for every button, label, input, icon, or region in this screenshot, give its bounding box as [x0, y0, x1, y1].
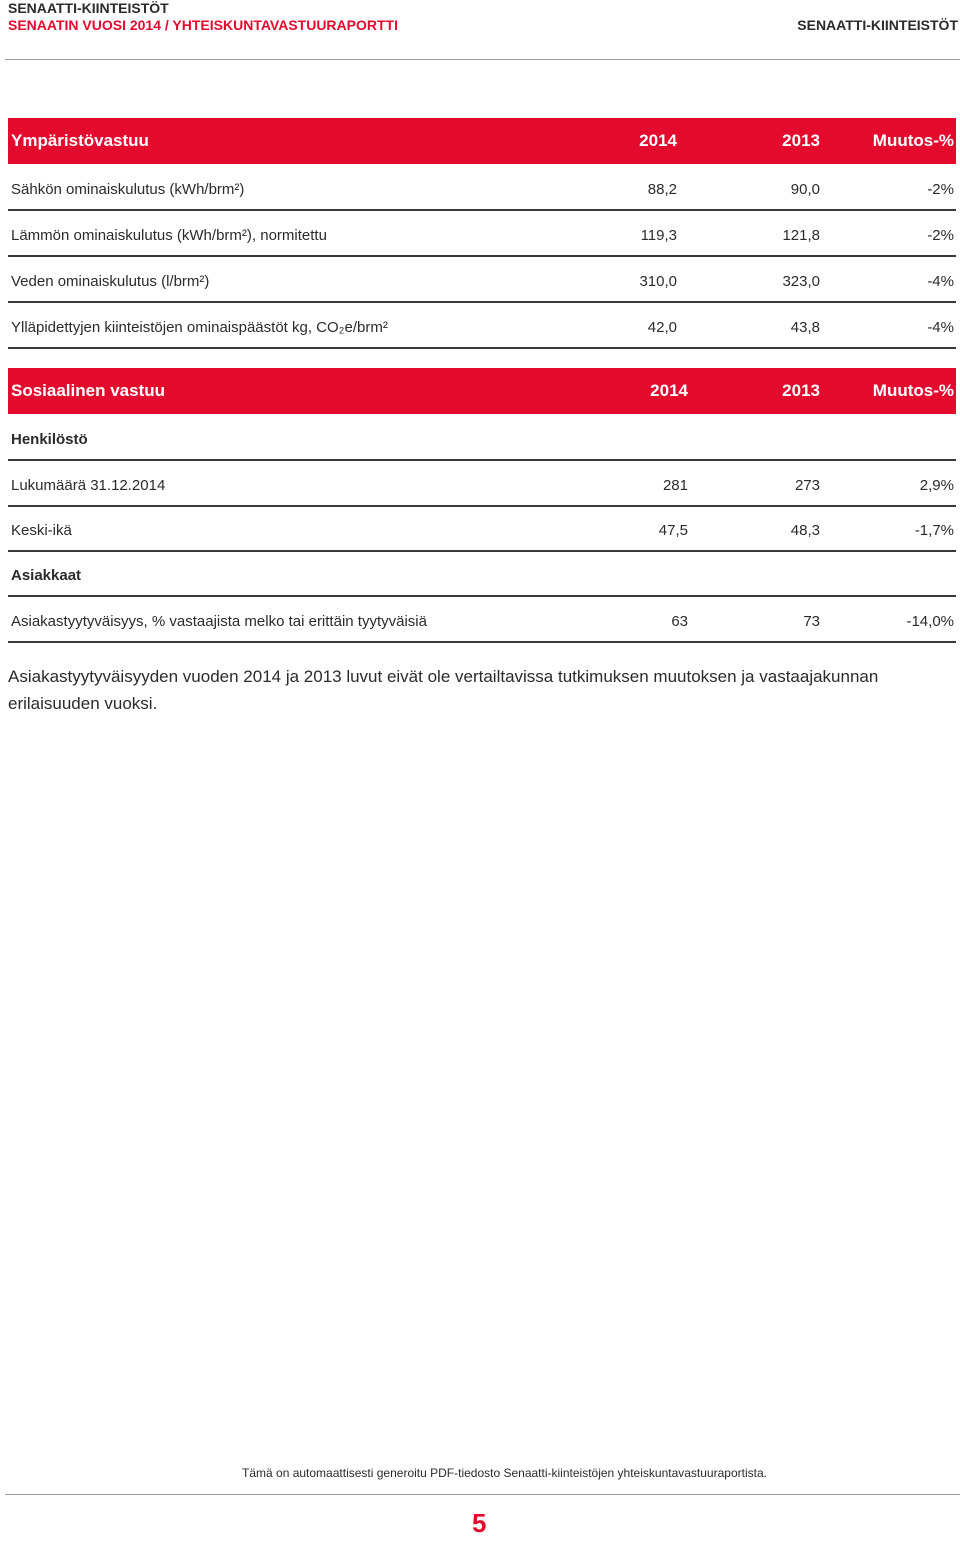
header-company-right: SENAATTI-KIINTEISTÖT — [797, 17, 958, 33]
footer-divider — [5, 1494, 960, 1495]
value-2013: 323,0 — [782, 273, 820, 290]
value-change: 2,9% — [919, 477, 954, 494]
row-label: Keski-ikä — [11, 522, 72, 539]
row-label: Asiakastyytyväisyys, % vastaajista melko tai erittäin tyytyväisiä — [11, 613, 427, 630]
value-2013: 73 — [803, 613, 820, 630]
table-row — [8, 596, 956, 643]
report-title: SENAATIN VUOSI 2014 / YHTEISKUNTAVASTUURAPORTTI — [8, 17, 398, 33]
value-change: -1,7% — [914, 522, 954, 539]
value-2013: 43,8 — [790, 319, 820, 336]
value-2014: 119,3 — [640, 227, 677, 244]
column-2014: 2014 — [639, 131, 677, 150]
table-row — [8, 256, 956, 303]
table-row — [8, 460, 956, 507]
subheading-label: Asiakkaat — [11, 567, 82, 584]
value-2014: 42,0 — [647, 319, 677, 336]
value-change: -4% — [927, 273, 954, 290]
column-change: Muutos-% — [872, 131, 954, 150]
column-2014: 2014 — [650, 381, 688, 400]
environment-table-header — [8, 118, 956, 164]
value-2014: 47,5 — [658, 522, 688, 539]
value-2013: 273 — [794, 477, 820, 494]
table-row — [8, 302, 956, 349]
document-header — [8, 0, 398, 34]
personnel-subheading — [8, 414, 956, 461]
table-row — [8, 164, 956, 211]
column-2013: 2013 — [782, 381, 820, 400]
column-change: Muutos-% — [872, 381, 954, 400]
value-2013: 90,0 — [790, 181, 820, 198]
value-change: -2% — [927, 181, 954, 198]
column-2013: 2013 — [782, 131, 820, 150]
company-name: SENAATTI-KIINTEISTÖT — [8, 0, 169, 16]
environment-title: Ympäristövastuu — [11, 131, 149, 150]
value-change: -4% — [927, 319, 954, 336]
footnote-paragraph: Asiakastyytyväisyyden vuoden 2014 ja 2013 luvut eivät ole vertailtavissa tutkimuksen muutoksen ja vastaajakunnan erilaisuuden vuoksi. — [8, 667, 879, 713]
value-2014: 88,2 — [647, 181, 677, 198]
customers-subheading — [8, 550, 956, 597]
row-label: Ylläpidettyjen kiinteistöjen ominaispäästöt kg, CO₂e/brm² — [11, 319, 388, 336]
page-number: 5 — [472, 1508, 487, 1538]
value-change: -2% — [927, 227, 954, 244]
row-label: Sähkön ominaiskulutus (kWh/brm²) — [11, 181, 245, 198]
value-2014: 310,0 — [639, 273, 677, 290]
row-label: Veden ominaiskulutus (l/brm²) — [11, 273, 210, 290]
table-row — [8, 210, 956, 257]
value-2013: 121,8 — [782, 227, 820, 244]
value-2014: 63 — [671, 613, 688, 630]
value-change: -14,0% — [906, 613, 954, 630]
social-table-header — [8, 368, 956, 414]
value-2013: 48,3 — [790, 522, 820, 539]
footer-disclaimer: Tämä on automaattisesti generoitu PDF-tiedosto Senaatti-kiinteistöjen yhteiskuntavastuuraportista. — [242, 1466, 767, 1480]
social-title: Sosiaalinen vastuu — [11, 381, 165, 400]
value-2014: 281 — [662, 477, 688, 494]
subheading-label: Henkilöstö — [11, 431, 88, 448]
row-label: Lämmön ominaiskulutus (kWh/brm²), normitettu — [11, 227, 327, 244]
row-label: Lukumäärä 31.12.2014 — [11, 477, 166, 494]
table-row — [8, 505, 956, 552]
header-divider — [5, 59, 960, 60]
